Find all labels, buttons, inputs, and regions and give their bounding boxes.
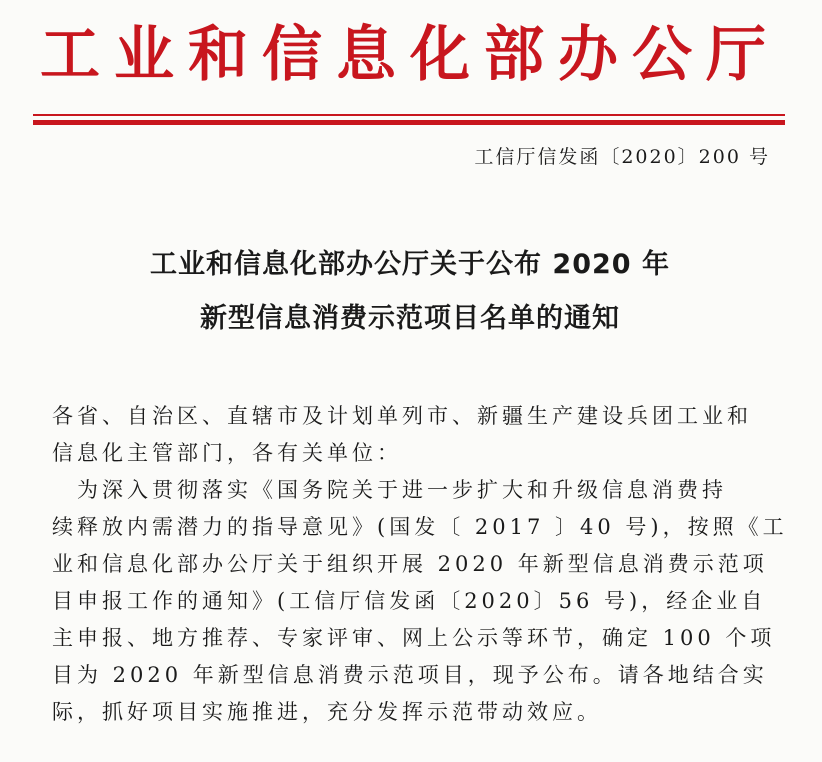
body-line: 为深入贯彻落实《国务院关于进一步扩大和升级信息消费持 <box>52 478 727 502</box>
document-body <box>52 398 788 731</box>
body-line: 续释放内需潜力的指导意见》(国发〔 2017 〕40 号)，按照《工 <box>52 515 788 539</box>
title-line-2: 新型信息消费示范项目名单的通知 <box>200 303 620 334</box>
masthead-title: 工业和信息化部办公厅 <box>40 20 780 90</box>
document-number: 工信厅信发函〔2020〕200 号 <box>474 146 770 168</box>
header-rule-thin <box>33 114 785 116</box>
body-line: 主申报、地方推荐、专家评审、网上公示等环节，确定 100 个项 <box>52 626 776 650</box>
body-line: 信息化主管部门，各有关单位： <box>52 441 402 465</box>
title-line-1: 工业和信息化部办公厅关于公布 2020 年 <box>150 249 670 280</box>
body-line: 各省、自治区、直辖市及计划单列市、新疆生产建设兵团工业和 <box>52 404 752 428</box>
body-line: 业和信息化部办公厅关于组织开展 2020 年新型信息消费示范项 <box>52 552 768 576</box>
body-line: 目为 2020 年新型信息消费示范项目，现予公布。请各地结合实 <box>52 663 768 687</box>
document-title <box>40 238 780 346</box>
header-rule-thick <box>33 120 785 125</box>
body-line: 际，抓好项目实施推进，充分发挥示范带动效应。 <box>52 700 602 724</box>
body-line: 目申报工作的通知》(工信厅信发函〔2020〕56 号)，经企业自 <box>52 589 767 613</box>
